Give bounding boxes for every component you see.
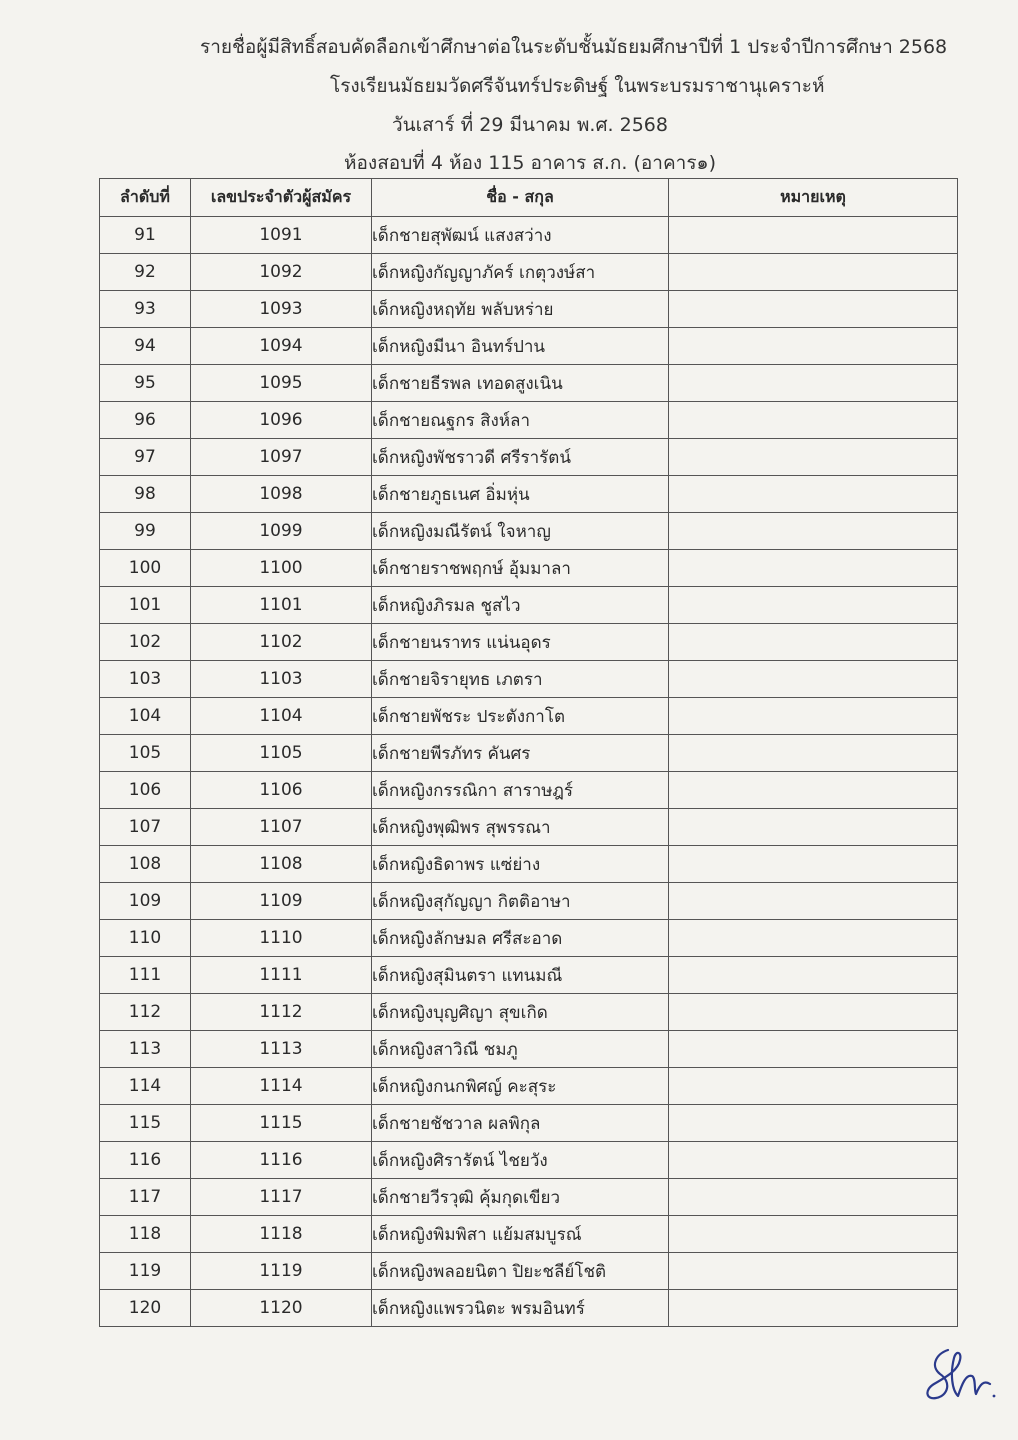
name-cell: เด็กหญิงกรรณิกา สาราษฎร์ xyxy=(372,772,669,809)
order-cell: 109 xyxy=(100,883,191,920)
name-cell: เด็กหญิงลักษมล ศรีสะอาด xyxy=(372,920,669,957)
applicant-id-cell: 1114 xyxy=(191,1068,372,1105)
name-cell: เด็กชายนราทร แน่นอุดร xyxy=(372,624,669,661)
note-cell xyxy=(669,624,958,661)
note-cell xyxy=(669,476,958,513)
name-cell: เด็กหญิงธิดาพร แซ่ย่าง xyxy=(372,846,669,883)
table-row xyxy=(100,1290,958,1327)
order-cell: 99 xyxy=(100,513,191,550)
applicant-id-cell: 1112 xyxy=(191,994,372,1031)
note-cell xyxy=(669,1031,958,1068)
name-cell: เด็กหญิงหฤทัย พลับหร่าย xyxy=(372,291,669,328)
note-cell xyxy=(669,661,958,698)
note-cell xyxy=(669,735,958,772)
note-cell xyxy=(669,291,958,328)
table-row xyxy=(100,846,958,883)
note-cell xyxy=(669,587,958,624)
table-row xyxy=(100,513,958,550)
table-row xyxy=(100,661,958,698)
order-cell: 107 xyxy=(100,809,191,846)
exam-room: ห้องสอบที่ 4 ห้อง 115 อาคาร ส.ก. (อาคาร๑) xyxy=(344,152,717,174)
order-cell: 95 xyxy=(100,365,191,402)
applicant-id-cell: 1111 xyxy=(191,957,372,994)
applicant-id-cell: 1102 xyxy=(191,624,372,661)
note-cell xyxy=(669,1142,958,1179)
table-row xyxy=(100,1179,958,1216)
note-cell xyxy=(669,513,958,550)
applicant-id-cell: 1107 xyxy=(191,809,372,846)
note-cell xyxy=(669,1179,958,1216)
note-cell xyxy=(669,698,958,735)
name-cell: เด็กหญิงพลอยนิตา ปิยะชลีย์โชติ xyxy=(372,1253,669,1290)
name-cell: เด็กหญิงแพรวนิตะ พรมอินทร์ xyxy=(372,1290,669,1327)
name-cell: เด็กหญิงศิรารัตน์ ไชยวัง xyxy=(372,1142,669,1179)
table-header-row xyxy=(100,179,958,217)
applicant-id-cell: 1119 xyxy=(191,1253,372,1290)
note-cell xyxy=(669,957,958,994)
name-cell: เด็กหญิงพุฒิพร สุพรรณา xyxy=(372,809,669,846)
order-cell: 117 xyxy=(100,1179,191,1216)
table-row xyxy=(100,439,958,476)
table-row xyxy=(100,920,958,957)
applicant-id-cell: 1113 xyxy=(191,1031,372,1068)
table-row xyxy=(100,1105,958,1142)
table-row xyxy=(100,1031,958,1068)
name-cell: เด็กชายราชพฤกษ์ อุ้มมาลา xyxy=(372,550,669,587)
order-cell: 108 xyxy=(100,846,191,883)
column-header-order: ลำดับที่ xyxy=(100,179,191,217)
applicant-id-cell: 1103 xyxy=(191,661,372,698)
name-cell: เด็กหญิงกนกพิศญ์ คะสุระ xyxy=(372,1068,669,1105)
applicant-id-cell: 1105 xyxy=(191,735,372,772)
order-cell: 96 xyxy=(100,402,191,439)
applicant-id-cell: 1110 xyxy=(191,920,372,957)
order-cell: 120 xyxy=(100,1290,191,1327)
order-cell: 92 xyxy=(100,254,191,291)
table-row xyxy=(100,402,958,439)
table-row xyxy=(100,698,958,735)
note-cell xyxy=(669,550,958,587)
name-cell: เด็กชายชัชวาล ผลพิกุล xyxy=(372,1105,669,1142)
name-cell: เด็กหญิงบุญศิญา สุขเกิด xyxy=(372,994,669,1031)
order-cell: 114 xyxy=(100,1068,191,1105)
note-cell xyxy=(669,328,958,365)
applicant-id-cell: 1096 xyxy=(191,402,372,439)
applicant-id-cell: 1109 xyxy=(191,883,372,920)
name-cell: เด็กหญิงมณีรัตน์ ใจหาญ xyxy=(372,513,669,550)
applicant-id-cell: 1118 xyxy=(191,1216,372,1253)
applicant-id-cell: 1094 xyxy=(191,328,372,365)
order-cell: 110 xyxy=(100,920,191,957)
order-cell: 91 xyxy=(100,217,191,254)
order-cell: 94 xyxy=(100,328,191,365)
order-cell: 102 xyxy=(100,624,191,661)
column-header-note: หมายเหตุ xyxy=(669,179,958,217)
table-row xyxy=(100,1142,958,1179)
table-row xyxy=(100,809,958,846)
order-cell: 105 xyxy=(100,735,191,772)
name-cell: เด็กชายภูธเนศ อิ่มหุ่น xyxy=(372,476,669,513)
note-cell xyxy=(669,402,958,439)
table-row xyxy=(100,476,958,513)
applicant-id-cell: 1092 xyxy=(191,254,372,291)
order-cell: 113 xyxy=(100,1031,191,1068)
note-cell xyxy=(669,846,958,883)
note-cell xyxy=(669,439,958,476)
note-cell xyxy=(669,1253,958,1290)
order-cell: 93 xyxy=(100,291,191,328)
table-row xyxy=(100,217,958,254)
applicant-id-cell: 1091 xyxy=(191,217,372,254)
name-cell: เด็กหญิงกัญญาภัคร์ เกตุวงษ์สา xyxy=(372,254,669,291)
table-row xyxy=(100,883,958,920)
column-header-name: ชื่อ - สกุล xyxy=(372,179,669,217)
name-cell: เด็กหญิงสุกัญญา กิตติอาษา xyxy=(372,883,669,920)
note-cell xyxy=(669,1105,958,1142)
signature xyxy=(918,1340,998,1410)
exam-date: วันเสาร์ ที่ 29 มีนาคม พ.ศ. 2568 xyxy=(392,114,668,136)
name-cell: เด็กชายสุพัฒน์ แสงสว่าง xyxy=(372,217,669,254)
table-row xyxy=(100,550,958,587)
applicant-id-cell: 1117 xyxy=(191,1179,372,1216)
order-cell: 97 xyxy=(100,439,191,476)
candidate-table xyxy=(99,178,958,1327)
applicant-id-cell: 1120 xyxy=(191,1290,372,1327)
note-cell xyxy=(669,365,958,402)
applicant-id-cell: 1108 xyxy=(191,846,372,883)
applicant-id-cell: 1104 xyxy=(191,698,372,735)
note-cell xyxy=(669,254,958,291)
applicant-id-cell: 1116 xyxy=(191,1142,372,1179)
name-cell: เด็กชายธีรพล เทอดสูงเนิน xyxy=(372,365,669,402)
name-cell: เด็กหญิงสุมินตรา แทนมณี xyxy=(372,957,669,994)
order-cell: 106 xyxy=(100,772,191,809)
title-line: รายชื่อผู้มีสิทธิ์สอบคัดลือกเข้าศึกษาต่อในระดับชั้นมัธยมศึกษาปีที่ 1 ประจำปีการศึกษา 2568 xyxy=(200,36,948,58)
note-cell xyxy=(669,994,958,1031)
applicant-id-cell: 1095 xyxy=(191,365,372,402)
name-cell: เด็กชายพีรภัทร คันศร xyxy=(372,735,669,772)
note-cell xyxy=(669,217,958,254)
table-row xyxy=(100,328,958,365)
applicant-id-cell: 1101 xyxy=(191,587,372,624)
order-cell: 115 xyxy=(100,1105,191,1142)
order-cell: 116 xyxy=(100,1142,191,1179)
school-name: โรงเรียนมัธยมวัดศรีจันทร์ประดิษฐ์ ในพระบรมราชานุเคราะห์ xyxy=(330,75,825,97)
applicant-id-cell: 1115 xyxy=(191,1105,372,1142)
order-cell: 119 xyxy=(100,1253,191,1290)
table-row xyxy=(100,587,958,624)
table-row xyxy=(100,254,958,291)
name-cell: เด็กหญิงสาวิณี ชมภู xyxy=(372,1031,669,1068)
order-cell: 101 xyxy=(100,587,191,624)
table-row xyxy=(100,957,958,994)
note-cell xyxy=(669,772,958,809)
table-row xyxy=(100,1068,958,1105)
table-row xyxy=(100,624,958,661)
table-row xyxy=(100,772,958,809)
order-cell: 100 xyxy=(100,550,191,587)
applicant-id-cell: 1100 xyxy=(191,550,372,587)
order-cell: 103 xyxy=(100,661,191,698)
applicant-id-cell: 1097 xyxy=(191,439,372,476)
applicant-id-cell: 1106 xyxy=(191,772,372,809)
table-row xyxy=(100,291,958,328)
note-cell xyxy=(669,1290,958,1327)
note-cell xyxy=(669,809,958,846)
table-row xyxy=(100,1253,958,1290)
applicant-id-cell: 1093 xyxy=(191,291,372,328)
note-cell xyxy=(669,1216,958,1253)
order-cell: 118 xyxy=(100,1216,191,1253)
note-cell xyxy=(669,1068,958,1105)
note-cell xyxy=(669,883,958,920)
order-cell: 104 xyxy=(100,698,191,735)
column-header-applicant-id: เลขประจำตัวผู้สมัคร xyxy=(191,179,372,217)
table-row xyxy=(100,735,958,772)
name-cell: เด็กหญิงพิมพิสา แย้มสมบูรณ์ xyxy=(372,1216,669,1253)
table-row xyxy=(100,365,958,402)
order-cell: 111 xyxy=(100,957,191,994)
name-cell: เด็กชายวีรวุฒิ คุ้มกุดเขียว xyxy=(372,1179,669,1216)
note-cell xyxy=(669,920,958,957)
name-cell: เด็กชายจิรายุทธ เภตรา xyxy=(372,661,669,698)
table-row xyxy=(100,994,958,1031)
name-cell: เด็กหญิงภิรมล ชูสไว xyxy=(372,587,669,624)
order-cell: 112 xyxy=(100,994,191,1031)
name-cell: เด็กหญิงมีนา อินทร์ปาน xyxy=(372,328,669,365)
name-cell: เด็กหญิงพัชราวดี ศรีรารัตน์ xyxy=(372,439,669,476)
name-cell: เด็กชายณฐกร สิงห์ลา xyxy=(372,402,669,439)
name-cell: เด็กชายพัชระ ประตังกาโต xyxy=(372,698,669,735)
order-cell: 98 xyxy=(100,476,191,513)
applicant-id-cell: 1098 xyxy=(191,476,372,513)
applicant-id-cell: 1099 xyxy=(191,513,372,550)
table-row xyxy=(100,1216,958,1253)
